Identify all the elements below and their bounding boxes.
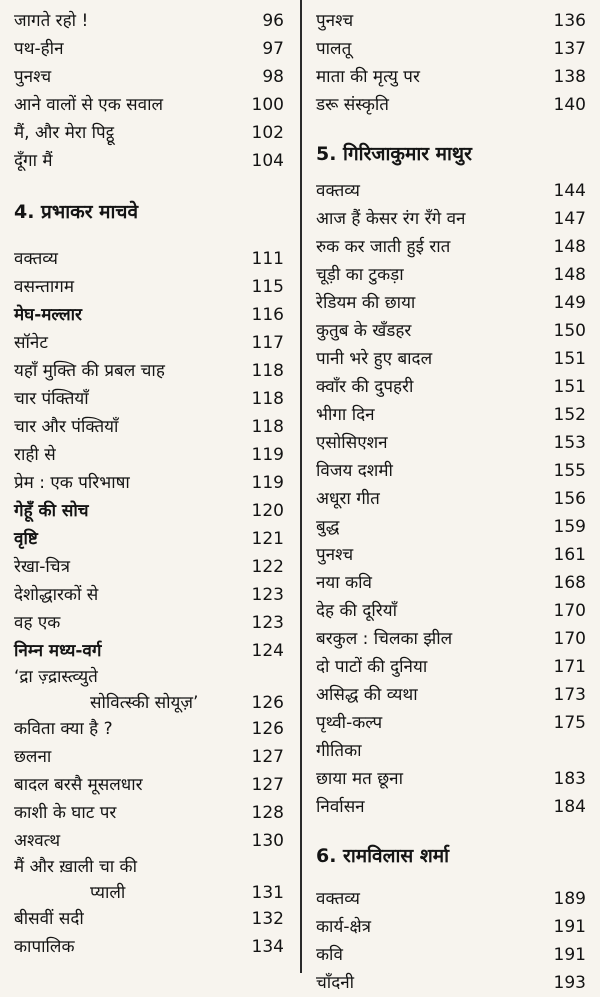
entry-page-number: 148	[553, 265, 586, 285]
entry-page-number: 118	[251, 389, 284, 409]
section-heading: 6. रामविलास शर्मा	[316, 845, 450, 867]
entry-page-number: 127	[251, 775, 284, 795]
entry-page-number: 156	[553, 489, 586, 509]
entry-page-number: 100	[251, 95, 284, 115]
toc-entry	[14, 581, 284, 609]
entry-page-number: 155	[553, 461, 586, 481]
entry-title: कुतुब के खँडहर	[316, 321, 412, 341]
entry-page-number: 126	[251, 693, 284, 713]
entry-page-number: 151	[553, 349, 586, 369]
entry-title: रेखा-चित्र	[14, 557, 70, 577]
toc-entry	[14, 905, 284, 933]
toc-entry	[14, 743, 284, 771]
toc-entry	[14, 7, 284, 35]
entry-page-number: 150	[553, 321, 586, 341]
toc-entry	[14, 553, 284, 581]
toc-entry	[14, 665, 284, 715]
toc-entry	[316, 373, 586, 401]
entry-page-number: 123	[251, 613, 284, 633]
entry-page-number: 149	[553, 293, 586, 313]
entry-page-number: 148	[553, 237, 586, 257]
toc-entry	[14, 799, 284, 827]
entry-title: डरू संस्कृति	[316, 95, 389, 115]
toc-entry	[316, 233, 586, 261]
entry-title: दूँगा मैं	[14, 151, 53, 171]
entry-title: चूड़ी का टुकड़ा	[316, 265, 404, 285]
entry-page-number: 152	[553, 405, 586, 425]
entry-title: अधूरा गीत	[316, 489, 380, 509]
section-heading: 5. गिरिजाकुमार माथुर	[316, 143, 472, 165]
entry-title: सॉनेट	[14, 333, 48, 353]
entry-title: वक्तव्य	[316, 889, 360, 909]
entry-page-number: 132	[251, 909, 284, 929]
entry-page-number: 151	[553, 377, 586, 397]
entry-title: पुनश्च	[14, 67, 52, 87]
entry-page-number: 111	[251, 249, 284, 269]
toc-entry	[14, 245, 284, 273]
entry-page-number: 153	[553, 433, 586, 453]
entry-title: प्रेम : एक परिभाषा	[14, 473, 130, 493]
entry-page-number: 189	[553, 889, 586, 909]
toc-entry	[14, 273, 284, 301]
entry-title: दो पाटों की दुनिया	[316, 657, 428, 677]
entry-page-number: 170	[553, 629, 586, 649]
toc-entry	[316, 7, 586, 35]
toc-entry	[14, 855, 284, 905]
toc-entry	[316, 969, 586, 997]
toc-entry	[14, 497, 284, 525]
toc-entry	[316, 597, 586, 625]
entry-title: देशोद्धारकों से	[14, 585, 99, 605]
toc-entry	[14, 715, 284, 743]
toc-entry	[316, 625, 586, 653]
entry-title: कापालिक	[14, 937, 75, 957]
toc-entry	[14, 609, 284, 637]
toc-entry	[316, 513, 586, 541]
entry-page-number: 119	[251, 445, 284, 465]
entry-title: वसन्तागम	[14, 277, 75, 297]
entry-title-continued: सोवित्स्की सोयूज़’	[90, 693, 199, 713]
entry-page-number: 131	[251, 883, 284, 903]
entry-page-number: 173	[553, 685, 586, 705]
entry-page-number: 138	[553, 67, 586, 87]
entry-page-number: 191	[553, 945, 586, 965]
entry-page-number: 134	[251, 937, 284, 957]
entry-title: कविता क्या है ?	[14, 719, 113, 739]
entry-page-number: 128	[251, 803, 284, 823]
entry-page-number: 126	[251, 719, 284, 739]
entry-title: बरकुल : चिलका झील	[316, 629, 453, 649]
entry-title: बुद्ध	[316, 517, 340, 537]
entry-page-number: 122	[251, 557, 284, 577]
entry-title: निर्वासन	[316, 797, 365, 817]
toc-entry	[316, 457, 586, 485]
entry-page-number: 140	[553, 95, 586, 115]
toc-entry	[14, 525, 284, 553]
entry-title: निम्न मध्य-वर्ग	[14, 641, 102, 661]
entry-page-number: 127	[251, 747, 284, 767]
entry-title: रेडियम की छाया	[316, 293, 416, 313]
entry-title: बीसवीं सदी	[14, 909, 84, 929]
entry-title: पथ-हीन	[14, 39, 64, 59]
entry-title: यहाँ मुक्ति की प्रबल चाह	[14, 361, 165, 381]
toc-entry	[316, 485, 586, 513]
entry-title: मैं और ख़ाली चा की	[14, 857, 138, 877]
entry-title: पानी भरे हुए बादल	[316, 349, 433, 369]
entry-page-number: 171	[553, 657, 586, 677]
toc-entry	[14, 91, 284, 119]
entry-page-number: 102	[251, 123, 284, 143]
entry-title: राही से	[14, 445, 56, 465]
toc-entry	[14, 827, 284, 855]
entry-title: पुनश्च	[316, 545, 354, 565]
entry-title: क्वाँर की दुपहरी	[316, 377, 414, 397]
toc-entry	[316, 653, 586, 681]
entry-title: वक्तव्य	[14, 249, 58, 269]
entry-page-number: 159	[553, 517, 586, 537]
toc-entry	[316, 289, 586, 317]
toc-entry	[316, 793, 586, 821]
entry-title: कवि	[316, 945, 343, 965]
entry-page-number: 183	[553, 769, 586, 789]
entry-page-number: 97	[262, 39, 284, 59]
toc-entry	[14, 771, 284, 799]
toc-entry	[14, 301, 284, 329]
entry-page-number: 115	[251, 277, 284, 297]
entry-page-number: 130	[251, 831, 284, 851]
entry-title: नया कवि	[316, 573, 373, 593]
entry-page-number: 137	[553, 39, 586, 59]
entry-page-number: 118	[251, 417, 284, 437]
entry-page-number: 124	[251, 641, 284, 661]
toc-entry	[316, 177, 586, 205]
entry-title: चाँदनी	[316, 973, 355, 993]
toc-entry	[316, 541, 586, 569]
entry-title: मैं, और मेरा पिट्ठू	[14, 123, 115, 143]
toc-entry	[14, 147, 284, 175]
entry-title: चार पंक्तियाँ	[14, 389, 89, 409]
entry-page-number: 123	[251, 585, 284, 605]
toc-entry	[316, 737, 586, 765]
entry-title: असिद्ध की व्यथा	[316, 685, 418, 705]
entry-title: कार्य-क्षेत्र	[316, 917, 372, 937]
toc-entry	[14, 441, 284, 469]
entry-page-number: 116	[251, 305, 284, 325]
toc-entry	[316, 35, 586, 63]
toc-entry	[316, 429, 586, 457]
toc-entry	[316, 913, 586, 941]
entry-title: छलना	[14, 747, 52, 767]
entry-page-number: 118	[251, 361, 284, 381]
toc-entry	[316, 709, 586, 737]
toc-entry	[316, 569, 586, 597]
entry-title: वह एक	[14, 613, 61, 633]
entry-title: छाया मत छूना	[316, 769, 404, 789]
entry-title: एसोसिएशन	[316, 433, 388, 453]
entry-title: मेघ-मल्लार	[14, 305, 82, 325]
entry-page-number: 98	[262, 67, 284, 87]
entry-title: माता की मृत्यु पर	[316, 67, 420, 87]
entry-page-number: 104	[251, 151, 284, 171]
toc-entry	[14, 63, 284, 91]
toc-entry	[316, 941, 586, 969]
toc-entry	[316, 63, 586, 91]
entry-title: अश्वत्थ	[14, 831, 61, 851]
toc-entry	[14, 637, 284, 665]
entry-title: पृथ्वी-कल्प	[316, 713, 383, 733]
right-column	[300, 0, 600, 993]
entry-title: गेहूँ की सोच	[14, 501, 89, 521]
entry-page-number: 144	[553, 181, 586, 201]
entry-page-number: 168	[553, 573, 586, 593]
entry-title: पालतू	[316, 39, 352, 59]
toc-entry	[316, 317, 586, 345]
toc-entry	[14, 35, 284, 63]
toc-entry	[316, 345, 586, 373]
toc-entry	[14, 119, 284, 147]
entry-page-number: 193	[553, 973, 586, 993]
toc-entry	[316, 885, 586, 913]
entry-page-number: 119	[251, 473, 284, 493]
toc-entry	[316, 261, 586, 289]
toc-entry	[316, 91, 586, 119]
entry-page-number: 191	[553, 917, 586, 937]
entry-page-number: 147	[553, 209, 586, 229]
toc-entry	[316, 681, 586, 709]
entry-title: गीतिका	[316, 741, 362, 761]
entry-title: आज हैं केसर रंग रँगे वन	[316, 209, 466, 229]
entry-title: विजय दशमी	[316, 461, 393, 481]
entry-title: चार और पंक्तियाँ	[14, 417, 119, 437]
entry-title: काशी के घाट पर	[14, 803, 117, 823]
entry-page-number: 96	[262, 11, 284, 31]
entry-title: वक्तव्य	[316, 181, 360, 201]
entry-title: बादल बरसै मूसलधार	[14, 775, 143, 795]
entry-page-number: 170	[553, 601, 586, 621]
toc-entry	[14, 469, 284, 497]
entry-title: ‘द्रा ज़्द्रास्त्व्युते	[14, 667, 98, 687]
toc-entry	[316, 401, 586, 429]
entry-title: जागते रहो !	[14, 11, 89, 31]
section-heading: 4. प्रभाकर माचवे	[14, 201, 139, 223]
entry-title: वृष्टि	[14, 529, 38, 549]
entry-page-number: 120	[251, 501, 284, 521]
entry-title: भीगा दिन	[316, 405, 375, 425]
toc-entry	[14, 385, 284, 413]
toc-entry	[14, 413, 284, 441]
left-column	[0, 0, 300, 973]
entry-title: आने वालों से एक सवाल	[14, 95, 164, 115]
entry-title: रुक कर जाती हुई रात	[316, 237, 451, 257]
toc-entry	[316, 765, 586, 793]
entry-title: पुनश्च	[316, 11, 354, 31]
entry-title-continued: प्याली	[90, 883, 126, 903]
entry-page-number: 121	[251, 529, 284, 549]
entry-page-number: 161	[553, 545, 586, 565]
toc-entry	[14, 357, 284, 385]
entry-title: देह की दूरियाँ	[316, 601, 397, 621]
entry-page-number: 184	[553, 797, 586, 817]
toc-entry	[14, 933, 284, 961]
entry-page-number: 117	[251, 333, 284, 353]
entry-page-number: 136	[553, 11, 586, 31]
entry-page-number: 175	[553, 713, 586, 733]
toc-entry	[316, 205, 586, 233]
toc-entry	[14, 329, 284, 357]
